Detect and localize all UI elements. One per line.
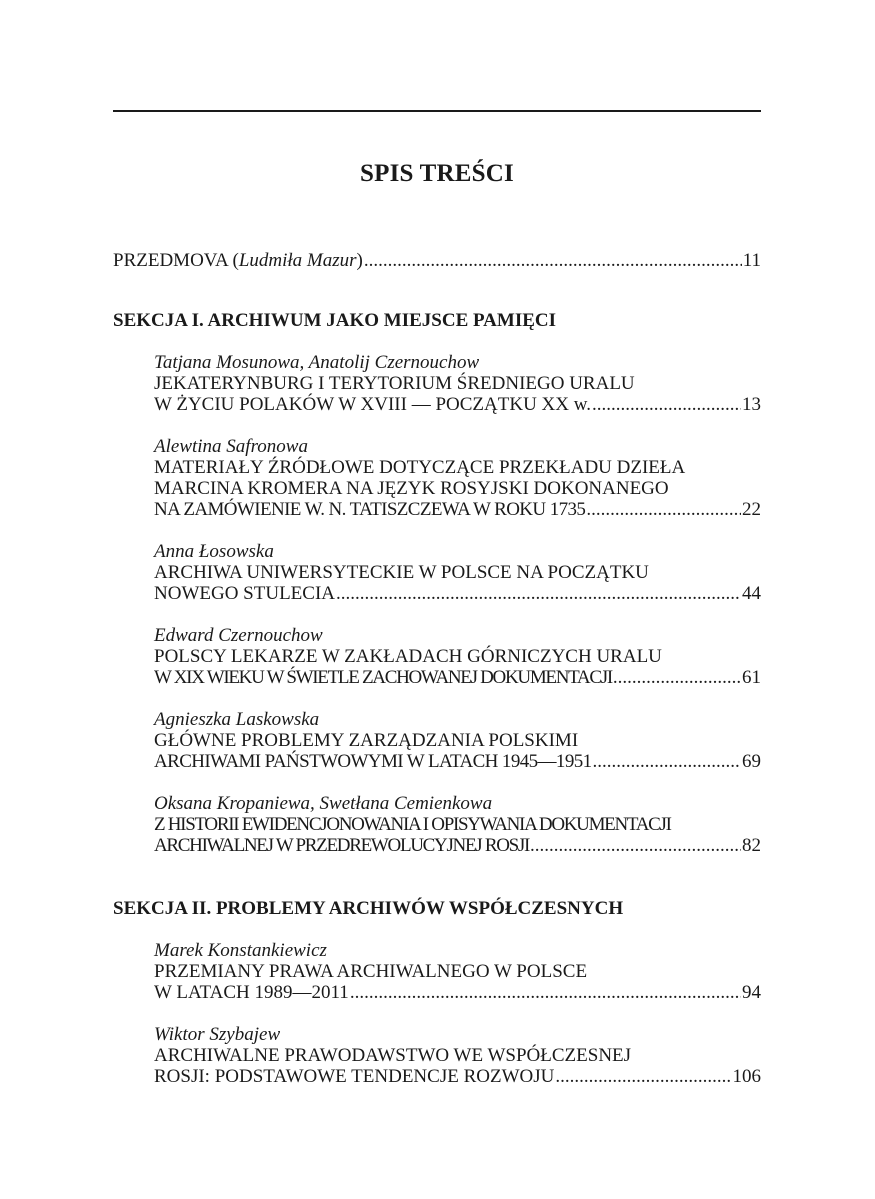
- entry-author: Anna Łosowska: [154, 541, 274, 562]
- entry-title-line: W LATACH 1989—2011: [154, 982, 349, 1003]
- toc-entry[interactable]: [154, 436, 761, 520]
- page-number: 82: [742, 835, 761, 856]
- entry-author: Wiktor Szybajew: [154, 1024, 281, 1045]
- page-number: 44: [742, 583, 761, 604]
- entry-author: Agnieszka Laskowska: [154, 709, 320, 730]
- entry-title-line: JEKATERYNBURG I TERYTORIUM ŚREDNIEGO URALU: [154, 373, 635, 394]
- entry-title-line: ARCHIWA UNIWERSYTECKIE W POLSCE NA POCZĄTKU: [154, 562, 649, 583]
- section-heading-2: SEKCJA II. PROBLEMY ARCHIWÓW WSPÓŁCZESNYCH: [113, 898, 624, 919]
- entry-author: Alewtina Safronowa: [154, 436, 308, 457]
- toc-entry-przedmowa[interactable]: [113, 250, 761, 271]
- entry-author: Oksana Kropaniewa, Swetłana Cemienkowa: [154, 793, 493, 814]
- entry-title-line: ARCHIWALNE PRAWODAWSTWO WE WSPÓŁCZESNEJ: [154, 1045, 632, 1066]
- dot-leader: [364, 250, 742, 271]
- entry-title-line: PRZEMIANY PRAWA ARCHIWALNEGO W POLSCE: [154, 961, 588, 982]
- page-number: 11: [742, 250, 761, 271]
- entry-title-line: POLSCY LEKARZE W ZAKŁADACH GÓRNICZYCH URALU: [154, 646, 662, 667]
- entry-title-line: ARCHIWAMI PAŃSTWOWYMI W LATACH 1945—1951: [154, 751, 592, 772]
- section-heading-1: SEKCJA I. ARCHIWUM JAKO MIEJSCE PAMIĘCI: [113, 310, 557, 331]
- entry-title-line: W ŻYCIU POLAKÓW W XVIII — POCZĄTKU XX w.: [154, 394, 591, 415]
- page-number: 106: [732, 1066, 761, 1087]
- entry-title-line: NA ZAMÓWIENIE W. N. TATISZCZEWA W ROKU 1735: [154, 499, 586, 520]
- intro-close: ): [356, 250, 363, 271]
- dot-leader: [336, 583, 741, 604]
- page-title: SPIS TREŚCI: [360, 160, 514, 187]
- entry-author: Edward Czernouchow: [154, 625, 323, 646]
- intro-label: PRZEDMOVA (: [113, 250, 239, 271]
- entry-title-line: NOWEGO STULECIA: [154, 583, 336, 604]
- entry-title-line: MATERIAŁY ŹRÓDŁOWE DOTYCZĄCE PRZEKŁADU DZIEŁA: [154, 457, 686, 478]
- page-number: 94: [742, 982, 761, 1003]
- toc-entry[interactable]: [154, 1024, 761, 1087]
- entry-title-line: ARCHIWALNEJ W PRZEDREWOLUCYJNEJ ROSJI: [154, 835, 530, 856]
- toc-entry[interactable]: [154, 709, 761, 772]
- page-number: 69: [742, 751, 761, 772]
- table-of-contents: [113, 250, 761, 1108]
- toc-entry[interactable]: [154, 541, 761, 604]
- intro-author: Ludmiła Mazur: [238, 250, 357, 271]
- toc-entry[interactable]: [154, 625, 761, 688]
- dot-leader: [350, 982, 741, 1003]
- page-number: 61: [742, 667, 761, 688]
- dot-leader: [586, 499, 741, 520]
- toc-entry[interactable]: [154, 940, 761, 1003]
- dot-leader: [555, 1066, 731, 1087]
- dot-leader: [613, 667, 741, 688]
- dot-leader: [593, 751, 741, 772]
- page-number: 22: [742, 499, 761, 520]
- dot-leader: [592, 394, 741, 415]
- entry-title-line: MARCINA KROMERA NA JĘZYK ROSYJSKI DOKONANEGO: [154, 478, 669, 499]
- toc-entry[interactable]: [154, 793, 761, 856]
- entry-author: Tatjana Mosunowa, Anatolij Czernouchow: [154, 352, 480, 373]
- top-rule: [113, 110, 761, 112]
- entry-title-line: ROSJI: PODSTAWOWE TENDENCJE ROZWOJU: [154, 1066, 555, 1087]
- entry-title-line: GŁÓWNE PROBLEMY ZARZĄDZANIA POLSKIMI: [154, 730, 579, 751]
- dot-leader: [530, 835, 741, 856]
- page-number: 13: [742, 394, 761, 415]
- entry-author: Marek Konstankiewicz: [154, 940, 327, 961]
- entry-title-line: W XIX WIEKU W ŚWIETLE ZACHOWANEJ DOKUMENTACJI: [154, 667, 612, 688]
- toc-entry[interactable]: [154, 352, 761, 415]
- entry-title-line: Z HISTORII EWIDENCJONOWANIA I OPISYWANIA DOKUMENTACJI: [154, 814, 671, 835]
